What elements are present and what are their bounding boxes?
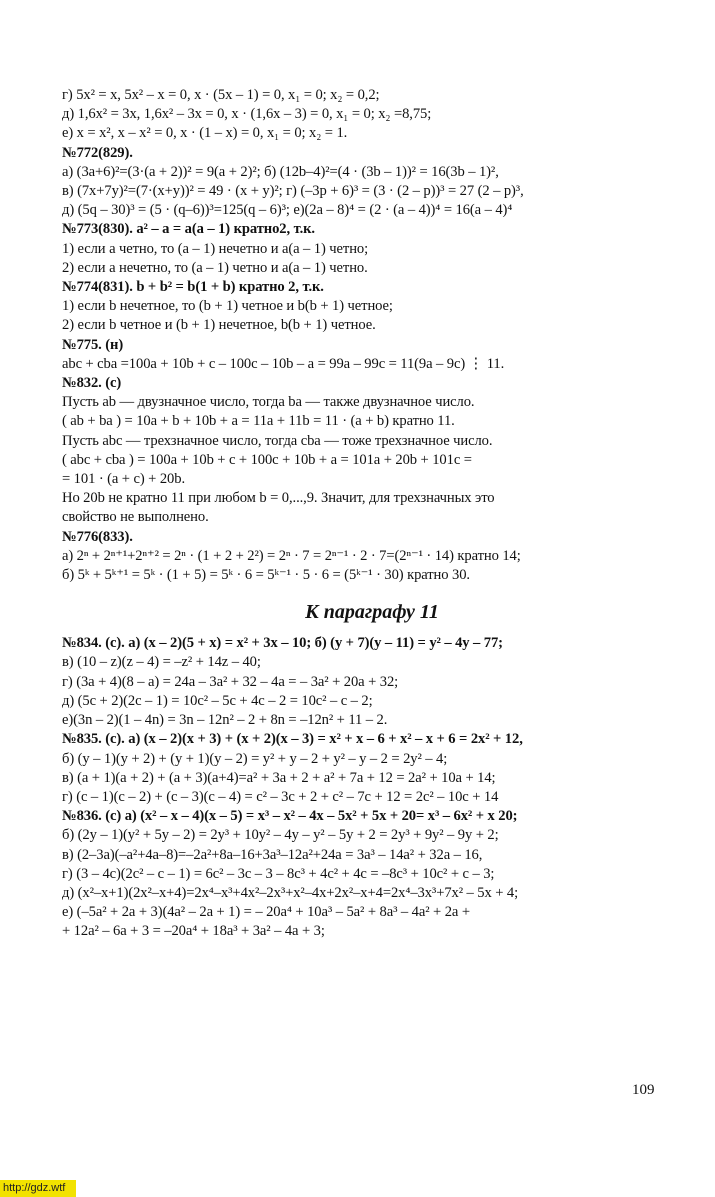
text-line: №832. (с): [62, 375, 122, 392]
text-line: а) 2ⁿ + 2ⁿ⁺¹+2ⁿ⁺² = 2ⁿ · (1 + 2 + 2²) = 2ⁿ · 7 = 2ⁿ⁻¹ · 2 · 7=(2ⁿ⁻¹ · 14) кратно 14;: [62, 547, 521, 564]
text-line: №772(829).: [62, 144, 133, 161]
text-line: 1) если a четно, то (a – 1) нечетно и a(a – 1) четно;: [62, 240, 369, 257]
text-line: в) (7x+7y)²=(7·(x+y))² = 49 · (x + y)²; г) (–3p + 6)³ = (3 · (2 – p))³ = 27 (2 – p)³,: [62, 183, 524, 200]
text-line: abc + cba =100a + 10b + c – 100c – 10b – a = 99a – 99c = 11(9a – 9c) ⋮ 11.: [62, 355, 505, 372]
page-number: 109: [632, 1082, 655, 1098]
text-line: е) (–5a² + 2a + 3)(4a² – 2a + 1) = – 20a⁴ + 10a³ – 5a² + 8a³ – 4a² + 2a +: [62, 904, 470, 921]
text-line: Пусть ab — двузначное число, тогда ba — также двузначное число.: [62, 394, 475, 411]
text-line: в) (2–3a)(–a²+4a–8)=–2a²+8a–16+3a³–12a²+24a = 3a³ – 14a² + 32a – 16,: [62, 846, 483, 863]
text-line: Пусть abc — трехзначное число, тогда cba — тоже трехзначное число.: [62, 432, 493, 449]
text-line: №773(830). a² – a = a(a – 1) кратно2, т.к.: [62, 221, 315, 238]
text-line: в) (a + 1)(a + 2) + (a + 3)(a+4)=a² + 3a + 2 + a² + 7a + 12 = 2a² + 10a + 14;: [62, 769, 496, 786]
text-line: в) (10 – z)(z – 4) = –z² + 14z – 40;: [62, 654, 261, 671]
text-line: = 101 · (a + c) + 20b.: [62, 471, 185, 488]
text-line: б) (2y – 1)(y² + 5y – 2) = 2y³ + 10y² – 4y – y² – 5y + 2 = 2y³ + 9y² – 9y + 2;: [62, 827, 499, 844]
text-line: 2) если a нечетно, то (a – 1) четно и a(a – 1) четно.: [62, 259, 368, 276]
text-line: 1) если b нечетное, то (b + 1) четное и b(b + 1) четное;: [62, 298, 393, 315]
text-line: №836. (с) а) (x² – x – 4)(x – 5) = x³ – x² – 4x – 5x² + 5x + 20= x³ – 6x² + x 20;: [62, 808, 518, 825]
text-line: а) (3a+6)²=(3·(a + 2))² = 9(a + 2)²; б) (12b–4)²=(4 · (3b – 1))² = 16(3b – 1)²,: [62, 163, 499, 180]
solutions-part-2: [62, 634, 682, 941]
text-line: ( abc + cba ) = 100a + 10b + c + 100c + 10b + a = 101a + 20b + 101c =: [62, 451, 472, 468]
solutions-part-1: [62, 86, 682, 585]
text-line: ( ab + ba ) = 10a + b + 10b + a = 11a + 11b = 11 · (a + b) кратно 11.: [62, 413, 455, 430]
text-line: Но 20b не кратно 11 при любом b = 0,...,9. Значит, для трехзначных это: [62, 490, 495, 507]
text-line: д) (x²–x+1)(2x²–x+4)=2x⁴–x³+4x²–2x³+x²–4x+2x²–x+4=2x⁴–3x³+7x² – 5x + 4;: [62, 884, 519, 901]
text-line: №835. (с). а) (x – 2)(x + 3) + (x + 2)(x – 3) = x² + x – 6 + x² – x + 6 = 2x² + 12,: [62, 731, 523, 748]
text-line: б) 5ᵏ + 5ᵏ⁺¹ = 5ᵏ · (1 + 5) = 5ᵏ · 6 = 5ᵏ⁻¹ · 5 · 6 = (5ᵏ⁻¹ · 30) кратно 30.: [62, 567, 470, 584]
text-line: д) 1,6x² = 3x, 1,6x² – 3x = 0, x · (1,6x – 3) = 0, x₁ = 0; x₂ =8,75;: [62, 106, 432, 123]
text-line: д) (5q – 30)³ = (5 · (q–6))³=125(q – 6)³; е)(2a – 8)⁴ = (2 · (a – 4))⁴ = 16(a – 4)⁴: [62, 202, 513, 219]
text-line: №774(831). b + b² = b(1 + b) кратно 2, т.к.: [62, 279, 324, 296]
text-line: №834. (с). а) (x – 2)(5 + x) = x² + 3x – 10; б) (y + 7)(y – 11) = y² – 4y – 77;: [62, 635, 503, 652]
text-line: б) (y – 1)(y + 2) + (y + 1)(y – 2) = y² + y – 2 + y² – y – 2 = 2y² – 4;: [62, 750, 448, 767]
text-line: е) x = x², x – x² = 0, x · (1 – x) = 0, x₁ = 0; x₂ = 1.: [62, 125, 348, 142]
section-heading: К параграфу 11: [305, 601, 439, 624]
watermark-link[interactable]: http://gdz.wtf: [0, 1180, 76, 1197]
text-line: г) (3a + 4)(8 – a) = 24a – 3a² + 32 – 4a = – 3a² + 20a + 32;: [62, 673, 399, 690]
text-line: е)(3n – 2)(1 – 4n) = 3n – 12n² – 2 + 8n = –12n² + 11 – 2.: [62, 712, 388, 729]
text-line: + 12a² – 6a + 3 = –20a⁴ + 18a³ + 3a² – 4a + 3;: [62, 923, 325, 940]
text-line: свойство не выполнено.: [62, 509, 209, 526]
text-line: д) (5c + 2)(2c – 1) = 10c² – 5c + 4c – 2 = 10c² – c – 2;: [62, 692, 373, 709]
text-line: 2) если b четное и (b + 1) нечетное, b(b + 1) четное.: [62, 317, 376, 334]
text-line: г) (c – 1)(c – 2) + (c – 3)(c – 4) = c² – 3c + 2 + c² – 7c + 12 = 2c² – 10c + 14: [62, 788, 499, 805]
text-line: г) 5x² = x, 5x² – x = 0, x · (5x – 1) = 0, x₁ = 0; x₂ = 0,2;: [62, 87, 380, 103]
text-line: №775. (н): [62, 336, 124, 353]
text-line: №776(833).: [62, 528, 133, 545]
page-content: [62, 86, 682, 942]
text-line: г) (3 – 4c)(2c² – c – 1) = 6c² – 3c – 3 – 8c³ + 4c² + 4c = –8c³ + 10c² + c – 3;: [62, 865, 495, 882]
